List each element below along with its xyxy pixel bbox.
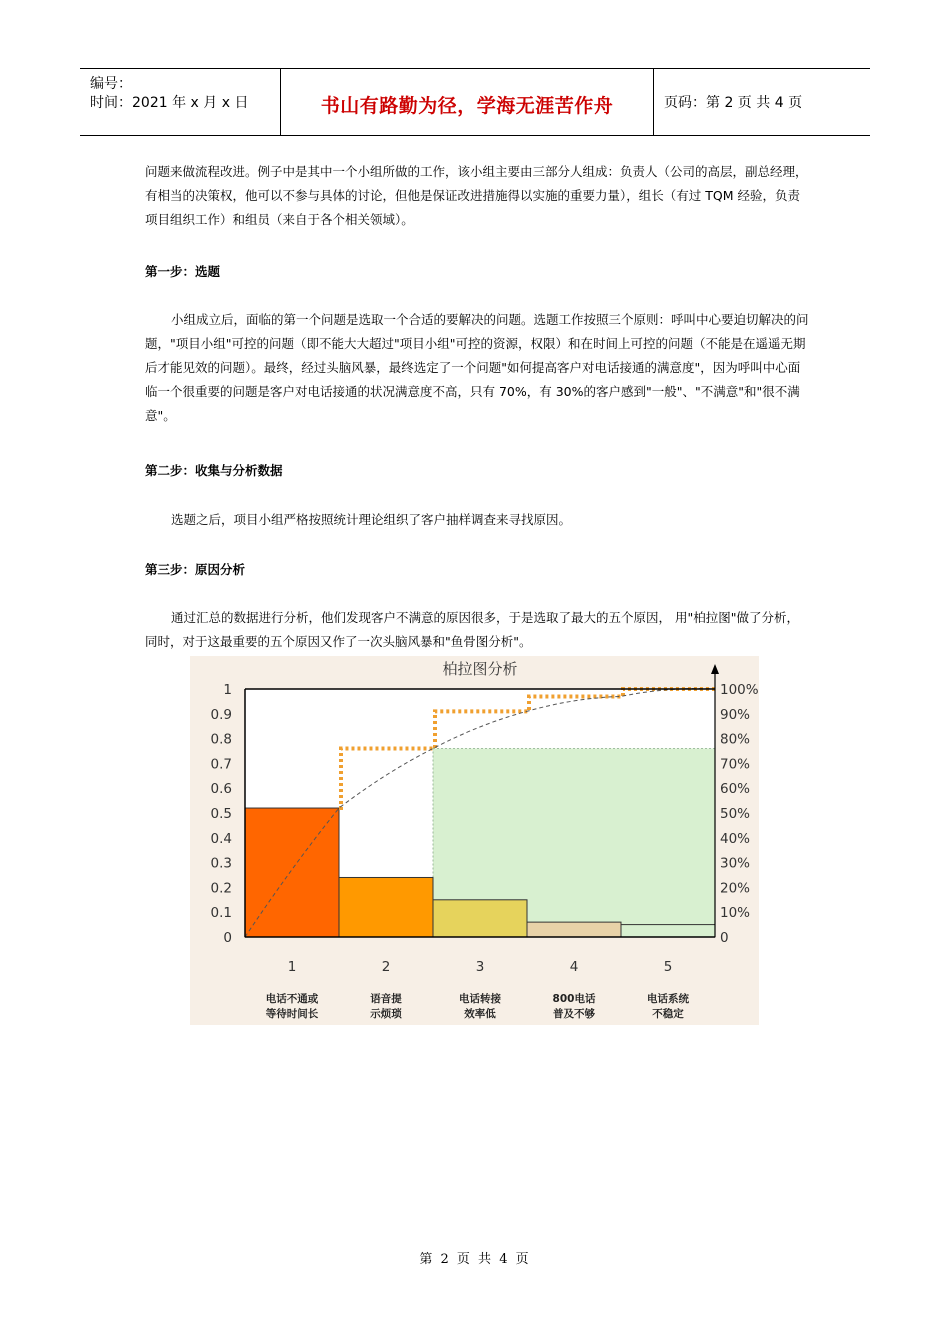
y2-tick-label: 0 bbox=[720, 930, 729, 946]
bar-4 bbox=[527, 922, 621, 937]
category-description: 示烦琐 bbox=[370, 1008, 402, 1020]
x-tick-label: 3 bbox=[475, 959, 485, 975]
y2-tick-label: 40% bbox=[720, 830, 751, 847]
y-tick-label: 1 bbox=[223, 682, 232, 698]
category-description: 不稳定 bbox=[652, 1008, 684, 1020]
bar-2 bbox=[339, 877, 433, 937]
step2-heading: 第二步：收集与分析数据 bbox=[145, 463, 283, 478]
header-meta bbox=[80, 69, 281, 135]
y2-tick-label: 30% bbox=[720, 855, 751, 872]
category-description: 效率低 bbox=[464, 1008, 496, 1020]
y2-tick-label: 10% bbox=[720, 905, 751, 922]
y-tick-label: 0.2 bbox=[210, 880, 232, 897]
pareto-chart bbox=[190, 656, 759, 1025]
y2-tick-label: 60% bbox=[720, 781, 751, 798]
document-number-label: 编号： bbox=[90, 76, 132, 92]
y2-tick-label: 50% bbox=[720, 806, 751, 822]
header-page-info: 页码：第 2 页 共 4 页 bbox=[664, 95, 803, 111]
y-tick-label: 0 bbox=[223, 930, 232, 946]
x-tick-label: 2 bbox=[381, 959, 391, 975]
bar-3 bbox=[433, 900, 527, 937]
category-description: 电话系统 bbox=[647, 993, 689, 1005]
chart-title: 柏拉图分析 bbox=[442, 660, 518, 678]
x-tick-label: 1 bbox=[287, 959, 297, 975]
y-tick-label: 0.1 bbox=[210, 905, 232, 922]
category-description: 普及不够 bbox=[553, 1008, 595, 1020]
pareto-chart-svg bbox=[190, 656, 759, 1025]
y2-tick-label: 20% bbox=[720, 880, 751, 897]
y-tick-label: 0.4 bbox=[210, 830, 232, 847]
page-footer: 第 2 页 共 4 页 bbox=[419, 1252, 531, 1267]
y-tick-label: 0.9 bbox=[210, 706, 232, 723]
y2-tick-label: 70% bbox=[720, 756, 751, 773]
category-description: 800电话 bbox=[552, 993, 596, 1005]
bar-1 bbox=[245, 808, 339, 937]
bar-5 bbox=[621, 925, 715, 937]
y-tick-label: 0.6 bbox=[210, 781, 232, 798]
category-description: 电话转接 bbox=[459, 993, 501, 1005]
category-description: 等待时间长 bbox=[265, 1008, 319, 1020]
step2-paragraph: 选题之后，项目小组严格按照统计理论组织了客户抽样调查来寻找原因。 bbox=[171, 512, 572, 527]
category-description: 语音提 bbox=[370, 993, 402, 1005]
y-tick-label: 0.8 bbox=[210, 731, 232, 748]
document-date: 时间：2021 年 x 月 x 日 bbox=[90, 95, 249, 111]
y2-tick-label: 100% bbox=[720, 682, 759, 698]
x-tick-label: 5 bbox=[663, 959, 673, 975]
y-tick-label: 0.5 bbox=[210, 806, 232, 822]
step1-heading: 第一步：选题 bbox=[145, 264, 221, 279]
intro-paragraph: 问题来做流程改进。例子中是其中一个小组所做的工作，该小组主要由三部分人组成：负责人（公司的高层，副总经理，有相当的决策权，他可以不参与具体的讨论，但他是保证改进措施得以实施的重要力量），组长（有过 TQM 经验，负责项目组织工作）和组员（来自于各个相关领域）。 bbox=[145, 164, 808, 227]
y2-tick-label: 80% bbox=[720, 731, 751, 748]
y2-tick-label: 90% bbox=[720, 706, 751, 723]
header-motto: 书山有路勤为径，学海无涯苦作舟 bbox=[320, 95, 614, 117]
header-motto-cell bbox=[281, 69, 654, 135]
y-tick-label: 0.3 bbox=[210, 855, 232, 872]
x-tick-label: 4 bbox=[569, 959, 579, 975]
step1-paragraph: 小组成立后，面临的第一个问题是选取一个合适的要解决的问题。选题工作按照三个原则：呼叫中心要迫切解决的问题，"项目小组"可控的问题（即不能大大超过"项目小组"可控的资源，权限）和在时间上可控的问题（不能是在遥遥无期后才能见效的问题）。最终，经过头脑风暴，最终选定了一个问题"如何提高客户对电话接通的满意度"，因为呼叫中心面临一个很重要的问题是客户对电话接通的状况满意度不高，只有 70%，有 30%的客户感到"一般"、"不满意"和"很不满意"。 bbox=[145, 312, 809, 423]
y-tick-label: 0.7 bbox=[210, 756, 232, 773]
step3-paragraph: 通过汇总的数据进行分析，他们发现客户不满意的原因很多，于是选取了最大的五个原因， 用"柏拉图"做了分析，同时，对于这最重要的五个原因又作了一次头脑风暴和"鱼骨图分析"。 bbox=[145, 610, 799, 649]
step3-heading: 第三步：原因分析 bbox=[145, 562, 246, 577]
page-header bbox=[80, 68, 870, 136]
category-description: 电话不通或 bbox=[265, 993, 319, 1005]
